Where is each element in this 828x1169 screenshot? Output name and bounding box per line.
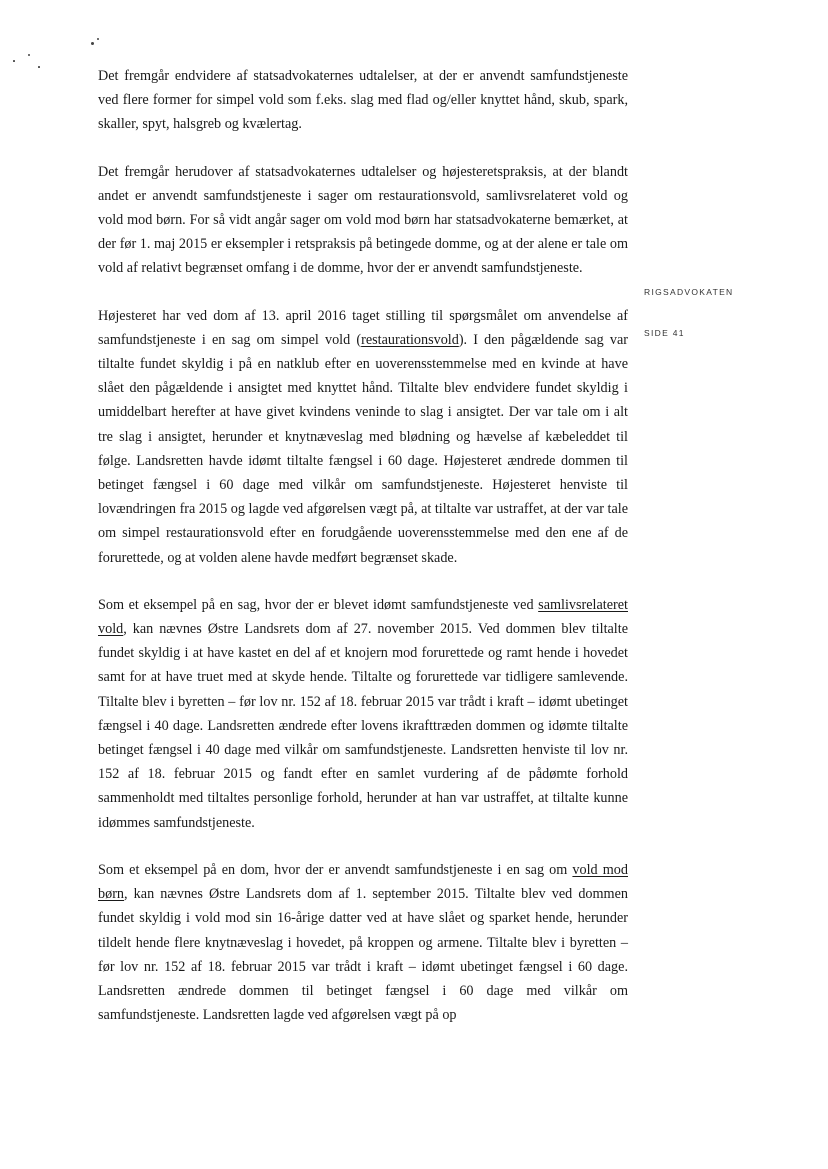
paragraph-3-underlined: restaurationsvold — [361, 331, 459, 348]
paragraph-4-underlined: samlivsrelateret vold — [98, 596, 628, 638]
paragraph-2: Det fremgår herudover af statsadvokaternes udtalelser og højesteretspraksis, at der blandt andet er anvendt samfundstjeneste i sager om restaurationsvold, samlivsrelateret vold og vold mod børn. For så vidt angår sager om vold mod børn har statsadvokaterne bemærket, at der før 1. maj 2015 er eksempler i retspraksis på betingede domme, og at der alene er tale om vold af relativt begrænset omfang i de domme, hvor der er anvendt samfundstjeneste. — [98, 163, 628, 277]
sidebar-page-number: SIDE 41 — [644, 328, 685, 338]
paragraph-3-text-a: Højesteret har ved dom af 13. april 2016 taget stilling til spørgsmålet om anvendelse af samfundstjeneste i en sag om simpel vold ( — [98, 307, 628, 348]
paragraph-3 — [98, 304, 628, 570]
scan-speck — [91, 42, 94, 45]
sidebar-org-name: RIGSADVOKATEN — [644, 287, 734, 297]
scan-speck — [28, 54, 30, 56]
paragraph-4-text-b: , kan nævnes Østre Landsrets dom af 27. november 2015. Ved dommen blev tiltalte fundet skyldig i at have kastet en del af et knojern mod forurettede og ramt hende i hovedet samt for at have truet med at skyde hende. Tiltalte og forurettede var tidligere samlevende. Tiltalte blev i byretten – før lov nr. 152 af 18. februar 2015 var trådt i kraft – idømt ubetinget fængsel i 40 dage. Landsretten ændrede efter lovens ikrafttræden dommen og idømte tiltalte betinget fængsel i 40 dage med vilkår om samfundstjeneste. Landsretten henviste til lov nr. 152 af 18. februar 2015 og fandt efter en samlet vurdering af de pådømte forhold sammenholdt med tiltaltes personlige forhold, herunder at han var ustraffet, at tiltalte kunne idømmes samfundstjeneste. — [98, 621, 628, 831]
paragraph-5 — [98, 858, 628, 1027]
paragraph-4-text-a: Som et eksempel på en sag, hvor der er blevet idømt samfundstjeneste ved — [98, 596, 539, 613]
paragraph-3-text-b: ). I den pågældende sag var tiltalte fundet skyldig i på en natklub efter en uoverensstemmelse med en kvinde at have slået den pågældende i ansigtet med knyttet hånd. Tiltalte blev endvidere fundet skyldig i umiddelbart herefter at have givet kvindens veninde to slag i ansigtet. Der var tale om i alt tre slag i ansigtet, herunder et knytnæveslag med blødning og hævelse af kæbeleddet til følge. Landsretten havde idømt tiltalte fængsel i 60 dage. Højesteret ændrede dommen til betinget fængsel i 60 dage med vilkår om samfundstjeneste. Højesteret henviste til lovændringen fra 2015 og lagde ved afgørelsen vægt på, at tiltalte var ustraffet, at der var tale om simpel restaurationsvold efter en forudgående uoverensstemmelse med den ene af de forurettede, og at volden alene havde medført begrænset skade. — [98, 331, 629, 566]
paragraph-1: Det fremgår endvidere af statsadvokaternes udtalelser, at der er anvendt samfundstjeneste ved flere former for simpel vold som f.eks. slag med flad og/eller knyttet hånd, skub, spark, skaller, spyt, halsgreb og kvælertag. — [98, 68, 628, 133]
scan-speck — [13, 60, 15, 62]
paragraph-4 — [98, 593, 628, 835]
scan-speck — [97, 38, 99, 40]
paragraph-5-text-a: Som et eksempel på en dom, hvor der er anvendt samfundstjeneste i en sag om — [98, 861, 573, 878]
paragraph-5-underlined: vold mod børn — [98, 861, 628, 903]
document-body — [98, 64, 628, 1050]
paragraph-5-text-b: , kan nævnes Østre Landsrets dom af 1. september 2015. Tiltalte blev ved dommen fundet skyldig i vold mod sin 16-årige datter ved at have slået og sparket hende, herunder tildelt hende flere knytnæveslag i hovedet, på kroppen og armene. Tiltalte blev i byretten – før lov nr. 152 af 18. februar 2015 var trådt i kraft – idømt ubetinget fængsel i 60 dage. Landsretten ændrede dommen til betinget fængsel i 60 dage med vilkår om samfundstjeneste. Landsretten lagde ved afgørelsen vægt på op — [98, 886, 628, 1024]
scan-speck — [38, 66, 40, 68]
